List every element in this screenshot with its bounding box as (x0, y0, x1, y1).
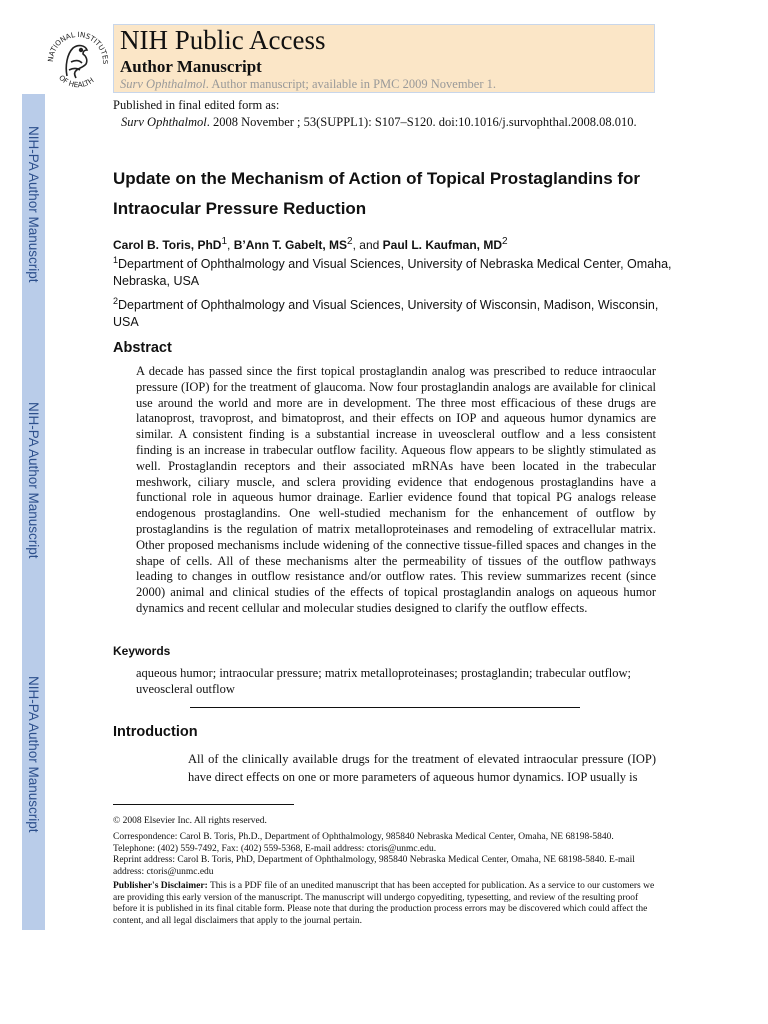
introduction-text: All of the clinically available drugs for the treatment of elevated intraocular pressure (IOP) have direct effects on one or more parameters of aqueous humor dynamics. IOP usually is (188, 752, 656, 784)
affiliation-mark: 2 (113, 296, 119, 306)
published-label: Published in final edited form as: (113, 98, 280, 112)
sidebar-label: NIH-PA Author Manuscript (26, 675, 41, 833)
introduction-heading: Introduction (113, 724, 198, 740)
author-affiliation-mark: 1 (221, 236, 228, 247)
author-name: Carol B. Toris, PhD (113, 238, 222, 252)
publication-citation (121, 114, 637, 131)
citation-text: . 2008 November ; 53(SUPPL1): S107–S120. doi:10.1016/j.survophthal.2008.08.010. (206, 115, 637, 129)
affiliation-text: Department of Ophthalmology and Visual Sciences, University of Nebraska Medical Center, Omaha, Nebraska, USA (113, 257, 672, 289)
header-journal: Surv Ophthalmol (120, 77, 206, 91)
author-name: Paul L. Kaufman, MD (382, 238, 502, 252)
logo-arc-text: OF HEALTH (57, 73, 96, 90)
nih-public-access-header (113, 24, 655, 93)
author-separator: , (227, 238, 234, 252)
header-availability-note (120, 77, 496, 92)
author-name: B’Ann T. Gabelt, MS (233, 238, 348, 252)
affiliation-mark: 1 (113, 255, 119, 265)
header-note-text: . Author manuscript; available in PMC 2009 November 1. (205, 77, 496, 91)
publisher-disclaimer (113, 881, 658, 927)
svg-text:NATIONAL INSTITUTES (46, 30, 110, 65)
affiliation (113, 252, 673, 290)
svg-text:OF HEALTH (57, 73, 95, 89)
header-title: NIH Public Access (120, 25, 326, 55)
copyright-note: © 2008 Elsevier Inc. All rights reserved. (113, 816, 267, 826)
disclaimer-label: Publisher's Disclaimer: (113, 881, 208, 891)
reprint-text: Reprint address: Carol B. Toris, PhD, Department of Ophthalmology, 985840 Nebraska Medical Center, Omaha, NE 68198-5840. E-mail address: ctoris@unmc.edu (113, 855, 635, 877)
sidebar-label: NIH-PA Author Manuscript (26, 125, 41, 283)
nih-seal-logo (41, 18, 113, 96)
citation-journal: Surv Ophthalmol (121, 115, 207, 129)
nih-pa-sidebar (22, 94, 45, 930)
sidebar-label: NIH-PA Author Manuscript (26, 401, 41, 559)
author-affiliation-mark: 2 (501, 236, 508, 247)
header-subtitle: Author Manuscript (120, 57, 262, 76)
correspondence-note (113, 832, 658, 878)
abstract-heading: Abstract (113, 340, 172, 356)
abstract-text: A decade has passed since the first topical prostaglandin analog was prescribed to reduce intraocular pressure (IOP) for the treatment of glaucoma. Now four prostaglandin analogs are available for clinical use around the world and more are in development. The three most efficacious of these drugs are latanoprost, travoprost, and bimatoprost, and their effects on IOP and aqueous humor dynamics are similar. A consistent finding is a substantial increase in uveoscleral outflow and a less consistent finding is an increase in trabecular outflow facility. Aqueous flow appears to be slightly stimulated as well. Prostaglandin receptors and their associated mRNAs have been located in the trabecular meshwork, ciliary muscle, and sclera providing evidence that endogenous prostaglandins have a functional role in aqueous humor drainage. Earlier evidence found that topical PG analogs release endogenous prostaglandins. One well-studied mechanism for the enhancement of outflow by prostaglandins is the regulation of matrix metalloproteinases and remodeling of extracellular matrix. Other proposed mechanisms include widening of the connective tissue-filled spaces and changes in the shape of cells. All of these mechanisms alter the permeability of tissues of the outflow pathways leading to changes in outflow resistance and/or outflow rates. This review summarizes recent (since 2000) animal and clinical studies of the effects of topical prostaglandin analogs on aqueous humor dynamics and recent cellular and molecular studies designed to clarify the outflow effects. (136, 364, 656, 615)
footnote-divider (113, 804, 294, 805)
eagle-profile-icon (66, 46, 87, 78)
affiliation (113, 293, 673, 331)
affiliation-text: Department of Ophthalmology and Visual Sciences, University of Wisconsin, Madison, Wisconsin, USA (113, 298, 659, 330)
correspondence-text: Correspondence: Carol B. Toris, Ph.D., Department of Ophthalmology, 985840 Nebraska Medical Center, Omaha, NE 68198-5840. Telephone: (402) 559-7492, Fax: (402) 559-5368, E-mail address: ctoris@unmc.edu. (113, 832, 614, 854)
section-divider (190, 707, 580, 708)
author-list (113, 236, 508, 252)
disclaimer-text: This is a PDF file of an unedited manuscript that has been accepted for publication. As a service to our customers we are providing this early version of the manuscript. The manuscript will undergo copyediting, typesetting, and review of the resulting proof before it is published in its final citable form. Please note that during the production process errors may be discovered which could affect the content, and all legal disclaimers that apply to the journal pertain. (113, 881, 655, 926)
keywords-heading: Keywords (113, 644, 171, 658)
keywords-text: aqueous humor; intraocular pressure; matrix metalloproteinases; prostaglandin; trabecular outflow; uveoscleral outflow (136, 666, 631, 696)
author-affiliation-mark: 2 (347, 236, 353, 247)
logo-arc-text: NATIONAL INSTITUTES (45, 29, 111, 65)
article-title: Update on the Mechanism of Action of Topical Prostaglandins for Intraocular Pressure Reduction (113, 169, 641, 218)
author-separator: , and (352, 238, 383, 252)
